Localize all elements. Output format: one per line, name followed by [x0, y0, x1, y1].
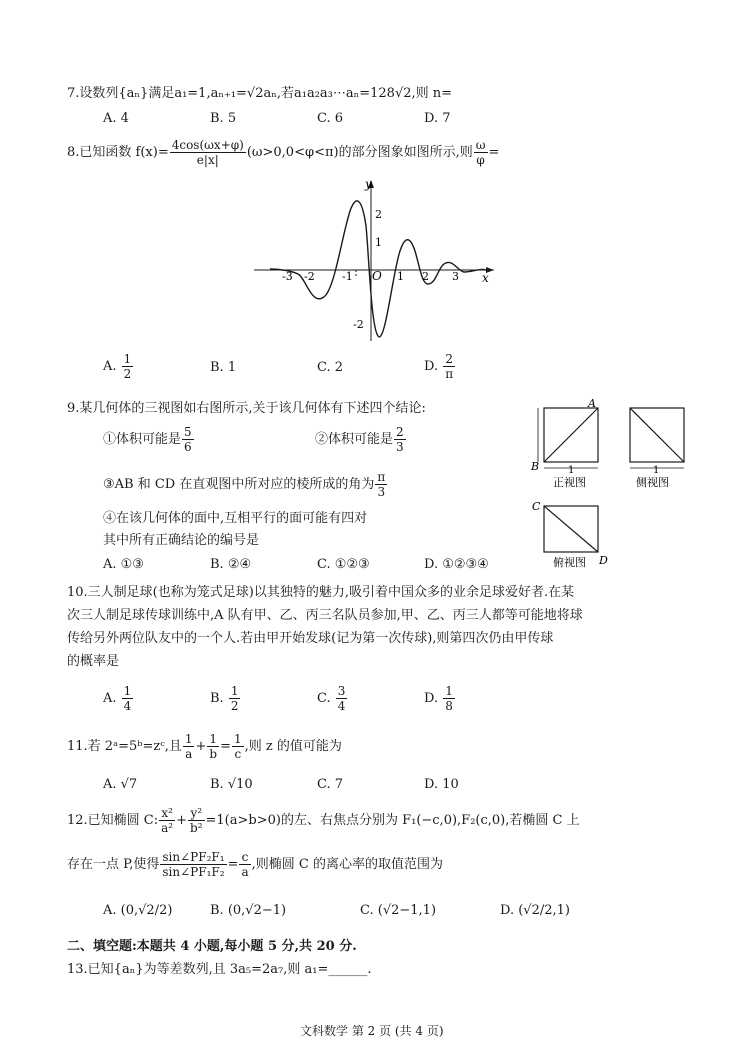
q11-option-d: D. 10	[424, 777, 459, 792]
x-axis-label: x	[482, 271, 489, 285]
q10-line-1: 10.三人制足球(也称为笼式足球)以其独特的魅力,吸引着中国众多的业余足球爱好者.在某	[67, 585, 575, 600]
y-tick-label: 1	[375, 236, 382, 249]
q10-option-b: B. $\frac{1}{2}$	[210, 684, 239, 713]
q12-option-a: A. (0,√2/2)	[103, 903, 173, 918]
q9-option-b: B. ②④	[210, 557, 252, 572]
q10-option-c: C. $\frac{3}{4}$	[317, 684, 346, 713]
q9-option-c: C. ①②③	[317, 557, 370, 572]
side-dim: 1	[653, 465, 660, 476]
x-tick-label: 2	[422, 270, 429, 283]
top-view-diagonal	[544, 506, 598, 552]
q11-option-b: B. √10	[210, 777, 253, 792]
q8-option-a: A. $\frac{1}{2}$	[103, 352, 132, 381]
label-a: A	[588, 398, 596, 410]
front-view-label: 正视图	[553, 476, 586, 489]
q8-function-graph	[250, 176, 500, 346]
y-tick-label: 2	[375, 208, 382, 221]
label-b: B	[531, 460, 540, 473]
q12-option-d: D. (√2/2,1)	[500, 903, 570, 918]
label-c: C	[532, 500, 541, 513]
q11-stem: 11.若 2ᵃ=5ᵇ=zᶜ,且 $\frac{1}{a}$ + $\frac{1}{b}$ = $\frac{1}{c}$ ,则 z 的值可能为	[67, 732, 342, 761]
q9-three-views-figure	[528, 398, 698, 568]
q7-option-c: C. 6	[317, 111, 344, 126]
q7-option-d: D. 7	[424, 111, 451, 126]
x-tick-label: -2	[304, 270, 315, 283]
y-tick-label: -2	[353, 318, 364, 331]
q8-option-d: D. $\frac{2}{\pi}$	[424, 352, 454, 381]
x-tick-label: -3	[282, 270, 293, 283]
q8-option-b: B. 1	[210, 360, 237, 375]
front-view-diagonal	[544, 408, 598, 462]
q12-line-2: 存在一点 P,使得 $\frac{\text{sin∠PF₂F₁}}{\text{sin∠PF₁F₂}}$ = $\frac{c}{a}$ ,则椭圆 C 的离心率的取值范围为	[67, 850, 443, 879]
q13-stem: 13.已知{aₙ}为等差数列,且 3a₅=2a₇,则 a₁=______.	[67, 962, 372, 977]
q11-option-c: C. 7	[317, 777, 344, 792]
q9-option-d: D. ①②③④	[424, 557, 489, 572]
q9-stem: 9.某几何体的三视图如右图所示,关于该几何体有下述四个结论:	[67, 401, 426, 416]
x-tick-label: 3	[452, 270, 459, 283]
section-heading: 二、填空题:本题共 4 小题,每小题 5 分,共 20 分.	[67, 939, 357, 954]
q7-option-b: B. 5	[210, 111, 237, 126]
q8-ratio-fraction: $\frac{\omega}{\varphi}$	[475, 138, 486, 167]
front-dim: 1	[568, 465, 575, 476]
q9-statement-1: ①体积可能是 $\frac{5}{6}$	[103, 425, 192, 454]
q10-option-d: D. $\frac{1}{8}$	[424, 684, 453, 713]
origin-label: O	[372, 269, 382, 283]
q11-option-a: A. √7	[103, 777, 138, 792]
page-footer: 文科数学 第 2 页 (共 4 页)	[300, 1024, 444, 1038]
q10-option-a: A. $\frac{1}{4}$	[103, 684, 132, 713]
q12-stem: 12.已知椭圆 C: $\frac{\text{x²}}{\text{a²}}$ + $\frac{\text{y²}}{\text{b²}}$ =1(a>b>0)的左、右焦点分别为 F₁(−c,0),F₂(c,0),若椭圆 C 上	[67, 806, 580, 835]
y-axis-label: y	[365, 177, 372, 191]
x-tick-label: -1	[342, 270, 353, 283]
top-view-label: 俯视图	[553, 556, 586, 568]
label-d: D	[599, 554, 608, 567]
q12-option-b: B. (0,√2−1)	[210, 903, 287, 918]
q10-line-4: 的概率是	[67, 654, 120, 669]
q8-stem: 8.已知函数 f(x)= $\frac{4\cos(\omega x+\varphi)}{e|x|}$ (ω>0,0<φ<π)的部分图象如图所示,则 $\frac{\omega}{\varphi}$ =	[67, 138, 500, 167]
q7-stem: 7.设数列{aₙ}满足a₁=1,aₙ₊₁=√2aₙ,若a₁a₂a₃⋯aₙ=128√2,则 n=	[67, 86, 453, 101]
q9-option-a: A. ①③	[103, 557, 144, 572]
q9-statement-2: ②体积可能是 $\frac{2}{3}$	[315, 425, 404, 454]
q9-ask: 其中所有正确结论的编号是	[103, 533, 260, 548]
q8-function-fraction: $\frac{4\cos(\omega x+\varphi)}{e|x|}$	[171, 138, 244, 167]
q9-statement-4: ④在该几何体的面中,互相平行的面可能有四对	[103, 511, 368, 526]
x-tick-label: 1	[397, 270, 404, 283]
side-view-label: 侧视图	[636, 476, 669, 489]
q10-line-2: 次三人制足球传球训练中,A 队有甲、乙、丙三名队员参加,甲、乙、丙三人都等可能地将球	[67, 608, 583, 623]
side-view-diagonal	[630, 408, 684, 462]
q12-option-c: C. (√2−1,1)	[360, 903, 437, 918]
q9-statement-3: ③AB 和 CD 在直观图中所对应的棱所成的角为 $\frac{\pi}{3}$	[103, 470, 386, 499]
q7-option-a: A. 4	[103, 111, 129, 126]
q8-option-c: C. 2	[317, 360, 344, 375]
q10-line-3: 传给另外两位队友中的一个人.若由甲开始发球(记为第一次传球),则第四次仍由甲传球	[67, 631, 554, 646]
